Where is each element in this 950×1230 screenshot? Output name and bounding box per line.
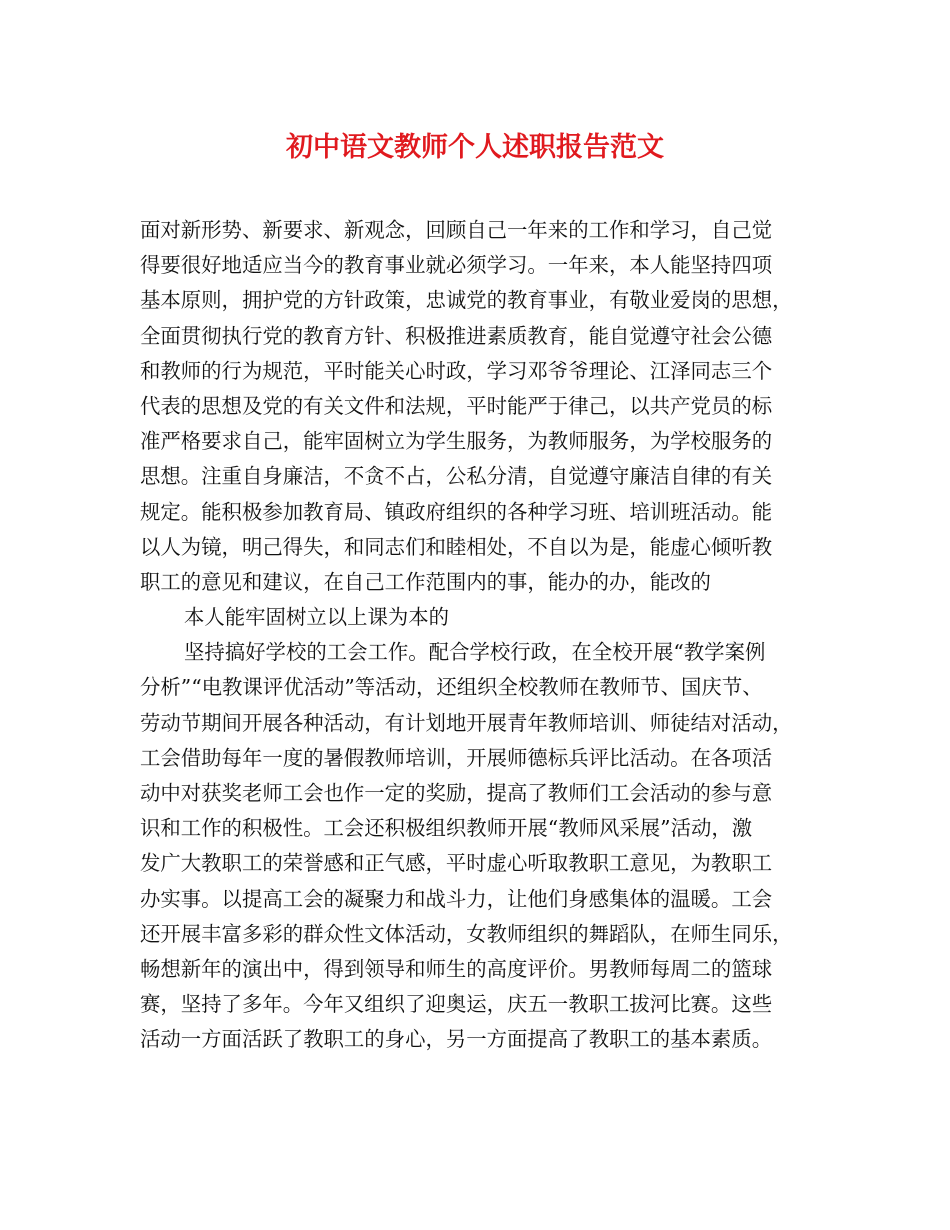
document-body xyxy=(140,213,830,1058)
text-line: 发广大教职工的荣誉感和正气感，平时虚心听取教职工意见，为教职工 xyxy=(140,851,773,876)
text-line: 基本原则，拥护党的方针政策，忠诚党的教育事业，有敬业爱岗的思想， xyxy=(140,288,793,313)
text-line: 赛，坚持了多年。今年又组织了迎奥运，庆五一教职工拔河比赛。这些 xyxy=(140,992,773,1017)
text-line: 以人为镜，明己得失，和同志们和睦相处，不自以为是，能虚心倾听教 xyxy=(140,534,773,559)
text-line: 思想。注重自身廉洁，不贪不占，公私分清，自觉遵守廉洁自律的有关 xyxy=(140,464,773,489)
text-line: 全面贯彻执行党的教育方针、积极推进素质教育，能自觉遵守社会公德 xyxy=(140,323,773,348)
text-line: 识和工作的积极性。工会还积极组织教师开展“教师风采展”活动，激 xyxy=(140,816,753,841)
text-line: 劳动节期间开展各种活动，有计划地开展青年教师培训、师徒结对活动， xyxy=(140,710,793,735)
text-line: 动中对获奖老师工会也作一定的奖励，提高了教师们工会活动的参与意 xyxy=(140,781,773,805)
text-line: 分析”“电教课评优活动”等活动，还组织全校教师在教师节、国庆节、 xyxy=(140,675,763,700)
text-line: 还开展丰富多彩的群众性文体活动，女教师组织的舞蹈队，在师生同乐， xyxy=(140,921,793,946)
text-line-indented: 坚持搞好学校的工会工作。配合学校行政，在全校开展“教学案例 xyxy=(184,640,766,665)
text-line: 职工的意见和建议，在自己工作范围内的事，能办的办，能改的 xyxy=(140,569,711,594)
text-line: 办实事。以提高工会的凝聚力和战斗力，让他们身感集体的温暖。工会 xyxy=(140,886,773,911)
text-line: 代表的思想及党的有关文件和法规，平时能严于律己，以共产党员的标 xyxy=(140,393,773,418)
text-line: 活动一方面活跃了教职工的身心，另一方面提高了教职工的基本素质。 xyxy=(140,1027,773,1052)
text-line: 规定。能积极参加教育局、镇政府组织的各种学习班、培训班活动。能 xyxy=(140,499,773,524)
document-title: 初中语文教师个人述职报告范文 xyxy=(286,132,664,163)
text-line-indented: 本人能牢固树立以上课为本的 xyxy=(184,605,450,630)
text-line: 准严格要求自己，能牢固树立为学生服务，为教师服务，为学校服务的 xyxy=(140,429,773,454)
text-line: 和教师的行为规范，平时能关心时政，学习邓爷爷理论、江泽同志三个 xyxy=(140,358,773,383)
text-line: 工会借助每年一度的暑假教师培训，开展师德标兵评比活动。在各项活 xyxy=(140,745,773,770)
text-line: 面对新形势、新要求、新观念，回顾自己一年来的工作和学习，自己觉 xyxy=(140,218,773,242)
text-line: 畅想新年的演出中，得到领导和师生的高度评价。男教师每周二的篮球 xyxy=(140,956,773,981)
text-line: 得要很好地适应当今的教育事业就必须学习。一年来，本人能坚持四项 xyxy=(140,253,773,278)
